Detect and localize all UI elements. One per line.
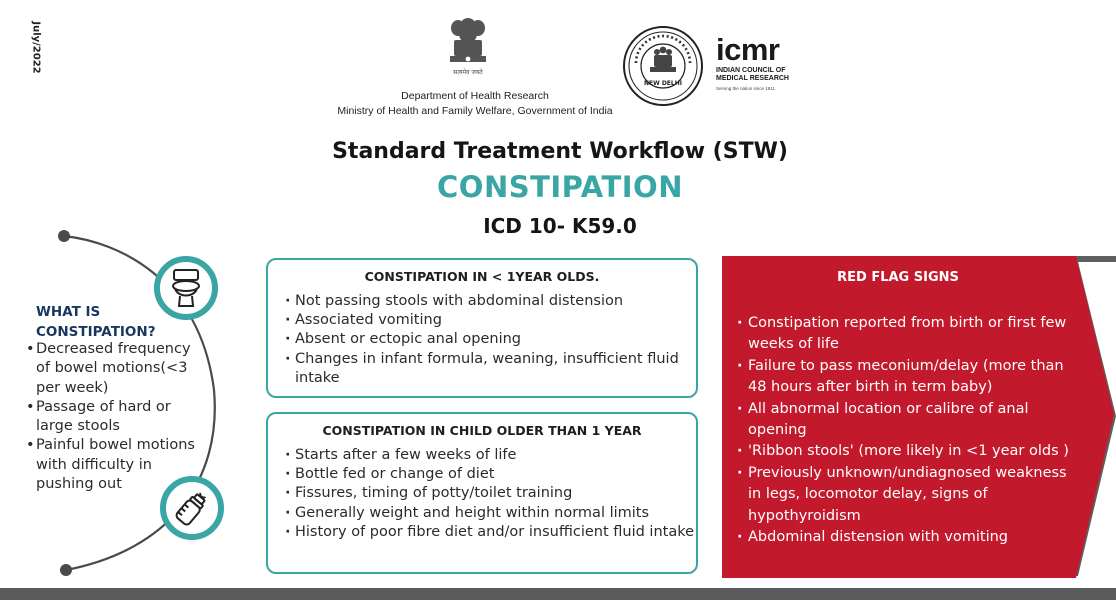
what-is-heading-line2: CONSTIPATION? bbox=[36, 324, 156, 340]
child-constipation-box bbox=[266, 412, 698, 574]
what-is-heading-line1: WHAT IS bbox=[36, 304, 101, 320]
list-item: · Changes in infant formula, weaning, insufficient fluid intake bbox=[285, 350, 696, 388]
list-item: • Decreased frequency of bowel motions(<3 per week) bbox=[26, 340, 201, 398]
icd-code: ICD 10- K59.0 bbox=[483, 214, 637, 238]
workflow-title: Standard Treatment Workflow (STW) bbox=[332, 139, 788, 164]
list-item: • Passage of hard or large stools bbox=[26, 398, 201, 437]
list-item: · Bottle fed or change of diet bbox=[285, 465, 696, 484]
red-flag-list bbox=[737, 313, 1072, 548]
infant-box-list bbox=[268, 292, 696, 388]
date-label bbox=[22, 20, 52, 80]
infant-constipation-box bbox=[266, 258, 698, 398]
list-item: · Starts after a few weeks of life bbox=[285, 446, 696, 465]
emblem-motto: सत्यमेव जयते bbox=[453, 69, 483, 76]
list-item: · All abnormal location or calibre of anal opening bbox=[737, 399, 1072, 442]
icmr-tagline: Serving the nation since 1911 bbox=[716, 86, 775, 91]
list-item: · Associated vomiting bbox=[285, 311, 696, 330]
list-item: · Absent or ectopic anal opening bbox=[285, 330, 696, 349]
list-item: · 'Ribbon stools' (more likely in <1 year olds ) bbox=[737, 441, 1072, 462]
seal-bottom-text: NEW DELHI bbox=[644, 80, 682, 87]
icmr-name-line2: MEDICAL RESEARCH bbox=[716, 75, 789, 82]
what-is-heading bbox=[36, 302, 176, 342]
condition-title: CONSTIPATION bbox=[437, 170, 683, 204]
national-emblem-icon bbox=[440, 14, 496, 80]
bottom-bar bbox=[0, 588, 1116, 600]
what-is-list bbox=[26, 340, 201, 494]
red-flag-heading: RED FLAG SIGNS bbox=[837, 270, 959, 285]
date-text: July/2022 bbox=[30, 21, 42, 74]
icmr-seal-icon bbox=[622, 25, 704, 107]
list-item: · Abdominal distension with vomiting bbox=[737, 527, 1072, 548]
department-block bbox=[330, 89, 620, 119]
child-box-heading: CONSTIPATION IN CHILD OLDER THAN 1 YEAR bbox=[322, 423, 642, 438]
ministry-name: Ministry of Health and Family Welfare, Government of India bbox=[337, 105, 613, 117]
list-item: · History of poor fibre diet and/or insufficient fluid intake bbox=[285, 523, 696, 542]
list-item: · Previously unknown/undiagnosed weakness in legs, locomotor delay, signs of hypothyroidism bbox=[737, 463, 1072, 527]
list-item: · Failure to pass meconium/delay (more than 48 hours after birth in term baby) bbox=[737, 356, 1072, 399]
icmr-logo-text: icmr bbox=[716, 32, 780, 67]
list-item: · Constipation reported from birth or first few weeks of life bbox=[737, 313, 1072, 356]
department-name: Department of Health Research bbox=[401, 90, 549, 102]
list-item: · Fissures, timing of potty/toilet training bbox=[285, 484, 696, 503]
list-item: · Generally weight and height within normal limits bbox=[285, 504, 696, 523]
list-item: • Painful bowel motions with difficulty in pushing out bbox=[26, 436, 201, 494]
icmr-name-line1: INDIAN COUNCIL OF bbox=[716, 67, 786, 74]
infant-box-heading: CONSTIPATION IN < 1YEAR OLDS. bbox=[364, 269, 600, 284]
icmr-logo bbox=[716, 32, 806, 96]
list-item: · Not passing stools with abdominal distension bbox=[285, 292, 696, 311]
child-box-list bbox=[268, 446, 696, 542]
